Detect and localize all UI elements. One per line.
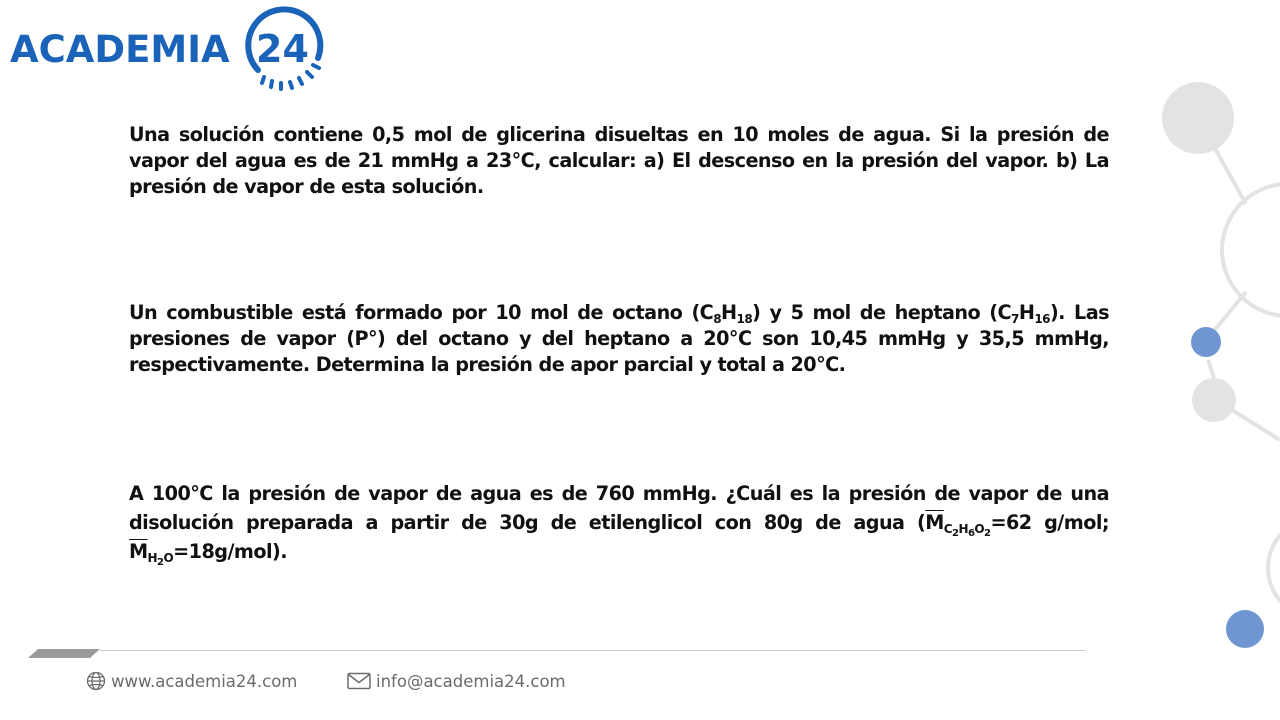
molar-mass-symbol: $\overline{M}$ xyxy=(129,540,148,563)
subscript: 18 xyxy=(736,312,753,326)
formula-subscript xyxy=(943,522,991,539)
formula-subscript xyxy=(147,551,174,568)
problem-3-text: =62 g/mol; xyxy=(990,511,1109,534)
logo-word: ACADEMIA xyxy=(10,28,230,71)
subscript-text: C xyxy=(943,522,953,536)
academia24-logo xyxy=(10,6,330,92)
footer-website[interactable] xyxy=(86,670,297,692)
subscript: 7 xyxy=(1011,312,1019,326)
footer-divider xyxy=(100,650,1085,651)
subscript-text: O xyxy=(163,551,174,565)
subscript-text: 6 xyxy=(967,528,975,539)
problem-3-text: A 100°C la presión de vapor de agua es de 760 mmHg. ¿Cuál es la presión de vapor de una disolución preparada a partir de 30g de etilenglicol con 80g de agua ( xyxy=(129,482,1109,534)
subscript-text: H xyxy=(958,522,968,536)
problem-2-text: ). Las presiones de vapor (P°) del octano y del heptano a 20°C son 10,45 mmHg y 35,5 mmHg, respectivamente. Determina la presión de apor parcial y total a 20°C. xyxy=(129,301,1109,376)
globe-icon xyxy=(86,671,106,691)
footer-email[interactable] xyxy=(347,670,566,692)
molar-mass-symbol: $\overline{M}$ xyxy=(925,511,944,534)
subscript-text: O xyxy=(974,522,985,536)
subscript: 8 xyxy=(713,312,722,326)
problem-3 xyxy=(129,479,1109,566)
problem-2-text: H xyxy=(1018,301,1035,324)
logo-number: 24 xyxy=(256,27,309,71)
subscript-text: 2 xyxy=(157,557,164,568)
subscript: 16 xyxy=(1034,312,1050,326)
footer-accent-bar xyxy=(28,649,100,658)
problem-2-text: Un combustible está formado por 10 mol de octano (C xyxy=(129,301,714,324)
subscript-text: H xyxy=(147,551,158,565)
mail-icon xyxy=(347,672,371,690)
problem-2-text: H xyxy=(721,301,737,324)
problem-2-text: ) y 5 mol de heptano (C xyxy=(752,301,1012,324)
subscript-text: 2 xyxy=(952,528,959,539)
subscript-text: 2 xyxy=(984,528,991,539)
problem-3-text: =18g/mol). xyxy=(173,540,287,563)
email-link[interactable]: info@academia24.com xyxy=(376,671,566,691)
problem-2 xyxy=(129,300,1109,378)
molecule-decoration-icon xyxy=(1150,70,1280,670)
website-link[interactable]: www.academia24.com xyxy=(111,671,298,691)
problem-1: Una solución contiene 0,5 mol de glicerina disueltas en 10 moles de agua. Si la presión de vapor del agua es de 21 mmHg a 23°C, calcular: a) El descenso en la presión del vapor. b) La presión de vapor de esta solución. xyxy=(129,123,1109,198)
